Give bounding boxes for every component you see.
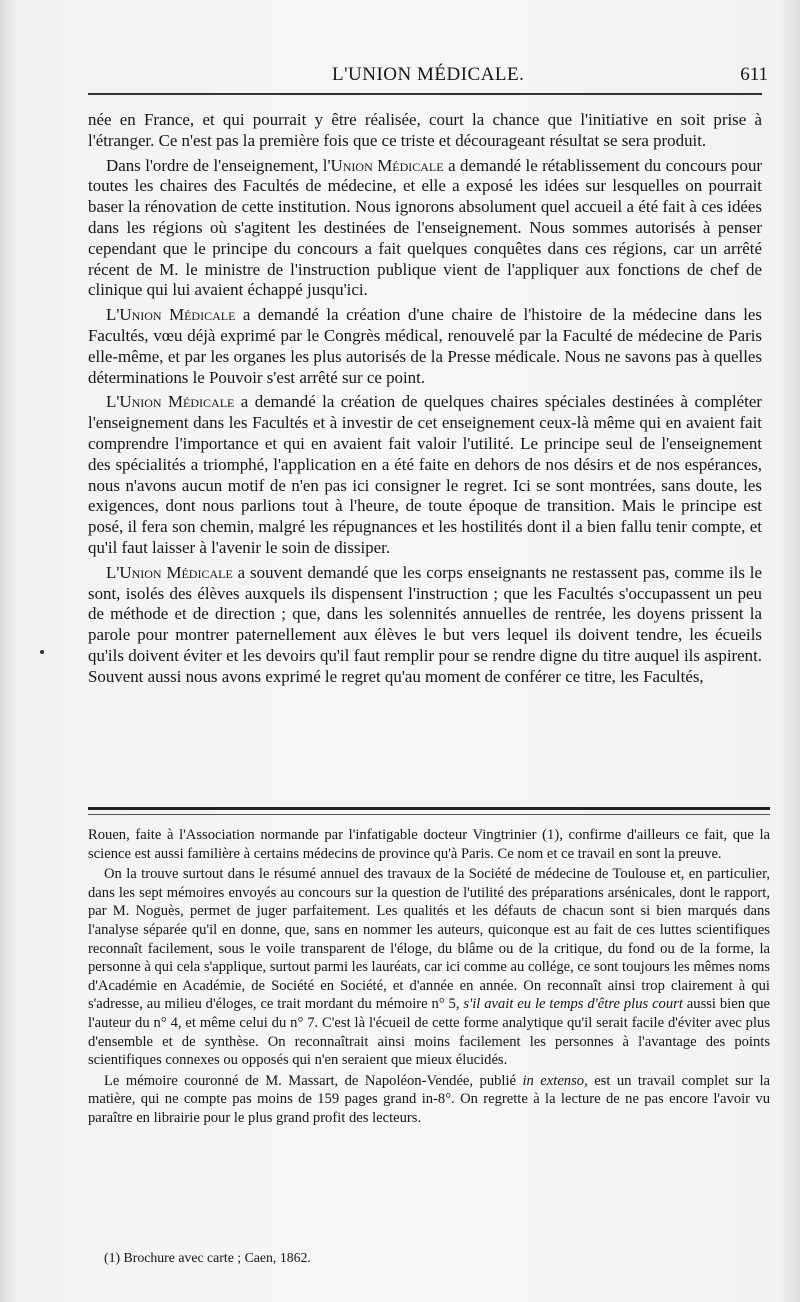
paragraph-3-start: L' [106, 305, 120, 325]
note-paragraph-2-start: On la trouve surtout dans le résumé annuel des travaux de la Société de médecine de Toulouse et, en particulier, dans les sept mémoires envoyés au concours sur la question de l'utilité des préparations arsénicales, dont le rapport, par M. Noguès, permet de juger parfaitement. Les qualités et les défauts de chacun sont si bien marqués dans l'analyse séparée qu'il en donne, que, sans en nommer les auteurs, quiconque est au fait de ces luttes scientifiques reconnaît facilement, sous le voile transparent de l'éloge, du blâme ou de la critique, du fond ou de la forme, la personne à qui cela s'applique, surtout parmi les lauréats, car ici comme au collége, ce sont toujours les mêmes noms d'Académie en Académie, de Société en Société, et d'année en année. On reconnaît ainsi trop clairement à qui s'adresse, au milieu d'éloges, ce trait mordant du mémoire n° 5, [88, 866, 770, 1013]
note-paragraph-2 [88, 865, 770, 1070]
note-paragraph-2-end: aussi bien que l'auteur du n° 4, et même celui du n° 7. C'est là l'écueil de cette forme analytique qu'il serait facile d'éviter avec plus d'ensemble et de synthèse. On reconnaîtrait ainsi moins facilement les personnes à l'avantage des points scientifiques connexes ou opposés qui n'en seraient que mieux élucidés. [88, 996, 770, 1069]
note-paragraph-1 [88, 826, 770, 863]
notes-separator-rule [88, 807, 770, 815]
paragraph-4-text: a demandé la création de quelques chaires spéciales destinées à compléter l'enseignement dans les Facultés et à investir de cet enseignement ceux-là même qui en avaient fait comprendre l'importance et qui en avaient fait valoir l'utilité. Le principe seul de l'enseignement des spécialités a triomphé, l'application en a été faite en dehors de nos désirs et de nos espérances, nous n'avons aucun motif de n'en pas ici consigner le regret. Ici se sont montrées, sans doute, les exigences, dont nous parlions tout à l'heure, de toute époque de transition. Mais le principe est posé, il fera son chemin, malgré les répugnances et les hostilités dont il a bien fallu tenir compte, et qu'il faut laisser à l'avenir le soin de dissiper. [88, 392, 762, 557]
paragraph-2-text: a demandé le rétablissement du concours pour toutes les chaires des Facultés de médecine, et elle a exposé les idées sur lesquelles on pourrait baser la rénovation de cette institution. Nous ignorons absolument quel accueil a été fait à ces idées dans les régions où s'agitent les destinées de l'enseignement. Nous sommes autorisés à penser cependant que le principe du concours a fait quelques conquêtes dans ces régions, car un arrêté récent de M. le ministre de l'instruction publique vient de l'appliquer aux fonctions de chef de clinique qui lui avaient échappé jusqu'ici. [88, 155, 763, 300]
paragraph-3 [88, 305, 762, 388]
running-title: L'UNION MÉDICALE. [332, 64, 525, 85]
journal-name: Union Médicale [119, 562, 233, 582]
margin-mark [40, 650, 44, 654]
page-header [88, 64, 768, 90]
paragraph-5 [88, 563, 762, 688]
footnote: (1) Brochure avec carte ; Caen, 1862. [104, 1250, 311, 1265]
note-italic-quote: s'il avait eu le temps d'être plus court [463, 996, 683, 1013]
main-text [88, 110, 762, 688]
journal-name: Union Médicale [330, 155, 444, 175]
paragraph-1-text: née en France, et qui pourrait y être réalisée, court la chance que l'initiative en soit prise à l'étranger. Ce n'est pas la première fois que ce triste et décourageant résultat se sera produit. [88, 110, 762, 150]
note-paragraph-3 [88, 1072, 770, 1128]
note-paragraph-3-end: est un travail complet sur la matière, qui ne compte pas moins de 159 pages grand in-8°. On regrette à la lecture de ne pas encore l'avoir vu paraître en librairie pour le plus grand profit des lecteurs. [88, 1072, 770, 1126]
note-paragraph-3-start: Le mémoire couronné de M. Massart, de Napoléon-Vendée, publié [104, 1072, 523, 1089]
page-number: 611 [740, 64, 768, 85]
paragraph-2-start: Dans l'ordre de l'enseignement, l' [106, 155, 331, 175]
note-paragraph-1-text: Rouen, faite à l'Association normande par l'infatigable docteur Vingtrinier (1), confirme d'ailleurs ce fait, que la science est aussi familière à certains médecins de province qu'à Paris. Ce nom et ce travail en sont la preuve. [88, 827, 770, 862]
continued-notes [88, 826, 770, 1128]
note-italic-in-extenso: in extenso, [522, 1072, 588, 1089]
paragraph-5-text: a souvent demandé que les corps enseignants ne restassent pas, comme ils le sont, isolés des élèves auxquels ils dispensent l'instruction ; que les Facultés s'occupassent un peu de méthode et de direction ; que, dans les solennités annuelles de rentrée, les doyens prissent la parole pour montrer paternellement aux élèves le but vers lequel ils doivent tendre, les écueils qu'ils doivent éviter et les devoirs qu'il faut remplir pour se rendre digne du titre auquel ils aspirent. Souvent aussi nous avons exprimé le regret qu'au moment de conférer ce titre, les Facultés, [88, 562, 762, 686]
paragraph-4-start: L' [106, 392, 120, 412]
journal-name: Union Médicale [119, 305, 236, 325]
paragraph-1 [88, 110, 762, 152]
header-rule [88, 93, 762, 95]
journal-name: Union Médicale [119, 392, 235, 412]
paragraph-2 [88, 156, 762, 302]
paragraph-3-text: a demandé la création d'une chaire de l'histoire de la médecine dans les Facultés, vœu déjà exprimé par le Congrès médical, renouvelé par la Faculté de médecine de Paris elle-même, et par les organes les plus autorisés de la Presse médicale. Nous ne savons pas à quelles déterminations le Pouvoir s'est arrêté sur ce point. [88, 305, 762, 387]
paragraph-4 [88, 392, 762, 558]
paragraph-5-start: L' [106, 562, 120, 582]
